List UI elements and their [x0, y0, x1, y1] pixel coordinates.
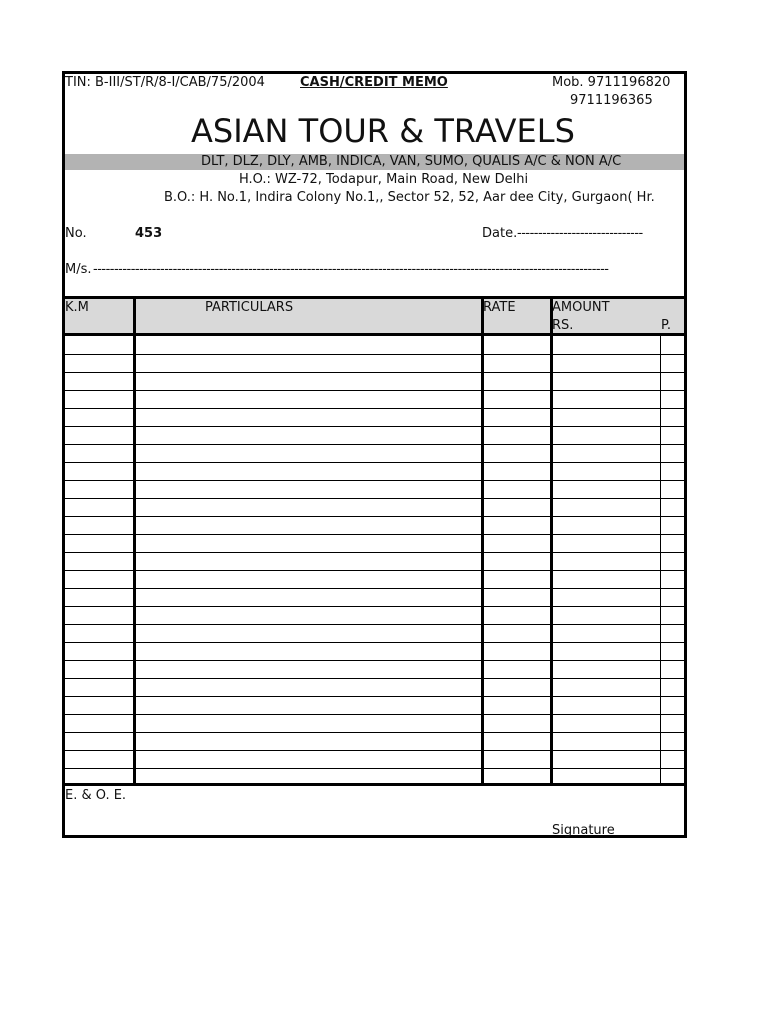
- customer-label: M/s.: [65, 262, 92, 277]
- mobile-number-1: Mob. 9711196820: [552, 75, 671, 90]
- table-row-rule: [65, 372, 684, 373]
- table-row-rule: [65, 552, 684, 553]
- table-row-rule: [65, 732, 684, 733]
- tin-number: TIN: B-III/ST/R/8-I/CAB/75/2004: [65, 75, 265, 90]
- mobile-number-2: 9711196365: [570, 93, 653, 108]
- memo-title: CASH/CREDIT MEMO: [300, 75, 448, 90]
- signature-label: Signature: [552, 823, 615, 838]
- table-row-rule: [65, 678, 684, 679]
- table-row-rule: [65, 588, 684, 589]
- services-band: [65, 154, 684, 170]
- cash-credit-memo: [62, 71, 687, 838]
- branch-office-address: B.O.: H. No.1, Indira Colony No.1,, Sector 52, 52, Aar dee City, Gurgaon( Hr.: [164, 190, 655, 205]
- table-row-rule: [65, 480, 684, 481]
- table-row-rule: [65, 714, 684, 715]
- table-row-rule: [65, 408, 684, 409]
- table-row-rule: [65, 498, 684, 499]
- table-row-rule: [65, 462, 684, 463]
- table-row-rule: [65, 516, 684, 517]
- table-row-rule: [65, 354, 684, 355]
- table-row-rule: [65, 426, 684, 427]
- table-row-rule: [65, 642, 684, 643]
- table-header-bottom-border: [65, 333, 684, 336]
- table-row-rule: [65, 606, 684, 607]
- company-name: ASIAN TOUR & TRAVELS: [191, 112, 575, 150]
- table-row-rule: [65, 696, 684, 697]
- column-divider-paise: [660, 334, 661, 786]
- column-divider-rate: [550, 296, 553, 786]
- services-text: DLT, DLZ, DLY, AMB, INDICA, VAN, SUMO, QUALIS A/C & NON A/C: [201, 154, 622, 169]
- column-divider-particulars: [481, 296, 484, 786]
- table-row-rule: [65, 750, 684, 751]
- table-row-rule: [65, 390, 684, 391]
- table-bottom-border: [65, 783, 684, 786]
- customer-field-line[interactable]: ---------------------------------------------------------------------------------------------------------------------------: [93, 262, 609, 277]
- column-subheader-paise: P.: [661, 318, 671, 333]
- column-header-particulars: PARTICULARS: [205, 300, 294, 315]
- table-row-rule: [65, 570, 684, 571]
- head-office-address: H.O.: WZ-72, Todapur, Main Road, New Delhi: [239, 172, 529, 187]
- table-row-rule: [65, 660, 684, 661]
- table-row-rule: [65, 768, 684, 769]
- column-header-km: K.M: [65, 300, 89, 315]
- memo-number-label: No.: [65, 226, 87, 241]
- column-subheader-rupees: RS.: [552, 318, 574, 333]
- date-label: Date.: [482, 226, 518, 241]
- errors-omissions-note: E. & O. E.: [65, 788, 127, 803]
- memo-number-value: 453: [135, 226, 163, 241]
- table-row-rule: [65, 624, 684, 625]
- table-row-rule: [65, 444, 684, 445]
- column-header-amount: AMOUNT: [552, 300, 610, 315]
- column-divider-km: [133, 296, 136, 786]
- table-row-rule: [65, 534, 684, 535]
- date-field-line[interactable]: ------------------------------: [517, 226, 643, 241]
- column-header-rate: RATE: [483, 300, 516, 315]
